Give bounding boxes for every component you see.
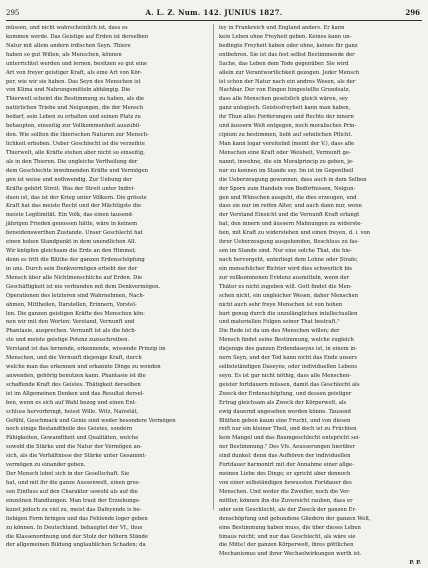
- text-line: schaffende Kraft des Geistes. Thätigkeit derselben: [6, 381, 141, 388]
- page-header: [6, 6, 422, 20]
- text-line: ley in Frankreich und England anders. Er kann: [219, 25, 345, 31]
- text-line: einzelnen Handlungen. Man traut der Erziehungs-: [6, 497, 141, 504]
- text-line: dem Geschlechte inwohnenden Kräfte und Vermögen: [6, 167, 149, 174]
- text-line: Geschäftigkeit ist nie verbunden mit dem Denkvermögen.: [6, 283, 161, 290]
- text-line: einen hohen Standpunkt in dem unendlichen All.: [6, 239, 137, 246]
- text-line: len. Die ganzen geistigen Kräfte des Menschen kön-: [6, 310, 145, 317]
- text-line: seyn. Es ist gar nicht nöthig, dass alle Menschen-: [219, 372, 352, 379]
- text-line: Der Mensch lebet sich in der Gesellschaft. Sie: [6, 471, 130, 478]
- text-line: behaupten, einseitig zur Vollkommenheit auszubil-: [6, 123, 141, 130]
- text-line: Kraft hat das meiste Recht und der Mächtigste die: [6, 203, 142, 210]
- text-line: jährigen Frieden genossen hätte, wäre in keinem: [6, 221, 138, 228]
- text-line: liebigen Form bringen und das Fehlende loger geben: [6, 515, 148, 522]
- text-line: bedarf, sein Leben zu erhalten und seinen Platz zu: [6, 114, 141, 121]
- text-line: nannt, inwohne, die ein Moralprincip zu geben, je-: [219, 158, 354, 165]
- text-line: gen ist weise und nothwendig. Zur Uebung der: [6, 176, 132, 183]
- text-line: Operationen des letzteren sind Wahrnehmen, Nach-: [6, 292, 145, 299]
- text-line: ste und meiste geistige Potenz zuzuschreiben.: [6, 337, 130, 344]
- text-line: nach hervorgeht, unterliegt dem Lohne oder Strafe;: [219, 256, 358, 263]
- text-line: Man kann logar vereitelnd (meint der V.), dass alle: [219, 140, 355, 147]
- text-line: Sache, das Leben dem Tode gegenüber. Sie wird: [219, 60, 349, 67]
- text-line: schen nicht, ein ungleicher Wesen, daher Menschen: [219, 292, 359, 299]
- text-line: ein menschlicher Richter wird dies schwerlich bis: [219, 265, 353, 272]
- text-line: kein Mangel und das Baumgeschlecht entspricht sei-: [219, 435, 361, 442]
- text-line: als in den Thieren. Die ungleiche Vertheilung der: [6, 158, 138, 165]
- text-line: nern Seyn, und der Tod kann nicht das Ende unsers: [219, 355, 358, 362]
- text-line: per, wie wir sie haben. Das Seyn des Menschen ist: [6, 78, 141, 85]
- text-line: sen im Stande sind. Nur eine solche That, die hie-: [219, 248, 352, 255]
- text-line: noch einige Bestandtheile des Geistes, sondern: [6, 426, 133, 433]
- text-line: lichkeit erhoben. Ueber Geschlecht ist die verzeihte: [6, 140, 145, 147]
- text-line: gen und Wünschen ausgeht, die dies erzeugen, und: [219, 194, 357, 201]
- text-line: Mechanismus und ihrer Wechselwirkungen werth ist.: [219, 551, 362, 558]
- text-line: welche man das erkennen und erkannte Dinge zu wenden: [6, 364, 161, 371]
- text-line: Blüthen geben kaum eine Frucht, und von diesen: [219, 417, 351, 424]
- text-line: von einer selbständigen bewussten Fortdauer des: [219, 480, 352, 487]
- text-line: Menschen. Und weder die Zweifler, noch die Ver-: [219, 488, 351, 495]
- text-line: denschöpfung und gebundene Gliedern der ganzen Welt,: [219, 515, 371, 522]
- text-line: ist schon der Natur nach ein andres Wesen, als der: [219, 78, 356, 85]
- text-line: bedingte Freyheit haben oder ohne, keines für ganz: [219, 42, 358, 49]
- text-line: geister fortdauern müssen, damit das Geschlecht als: [219, 381, 360, 388]
- text-line: ahmen, Mittheilen, Darstellen, Erinnern, Vorstel-: [6, 301, 137, 308]
- text-line: vermögen zu einander geben.: [6, 462, 86, 469]
- text-line: Kräfte gehört Streit. Was der Streit unter Indivi-: [6, 185, 136, 192]
- text-line: cipium zu bestimmen, liebt auf sehnlichen Pflicht.: [219, 132, 353, 139]
- right-column: [219, 24, 421, 567]
- text-line: Ertrag gleichsam als Zweck der Körperwelt, als: [219, 399, 347, 406]
- text-line: Fähigkeiten, Gewandtheit und Qualitäten, welche: [6, 435, 139, 442]
- text-line: der Sporn zum Handeln von Bedürfnissen, Neigun-: [219, 185, 356, 192]
- text-line: hat, den innern und äussern Mahnungen zu widerste-: [219, 221, 363, 228]
- text-line: der Verstand Einsicht und die Vernunft Kraft erlangt: [219, 212, 360, 219]
- text-line: anwenden, gehörig benutzen kann. Phantasie ist die: [6, 372, 146, 379]
- text-line: sowohl die Stärke und die Natur der Vermögen an-: [6, 444, 142, 451]
- text-line: Phantasie, ausprechen. Vernunft ist als die höch-: [6, 328, 137, 335]
- text-line: sich, als die Verhältnisse der Stärke unter Gesammt-: [6, 453, 147, 460]
- text-line: allein zur Verantwortlichkeit gezogen. Jeder Mensch: [219, 69, 360, 76]
- page-number: 295: [6, 9, 20, 17]
- text-line: Art von freyer geistiger Kraft, als eine Art von Kör-: [6, 69, 142, 76]
- text-line: der allgemeinen Bildung unglaublichen Schaden; da: [6, 542, 146, 549]
- text-line: die Klassenordnung und der Stolz der höhern Stände: [6, 533, 148, 540]
- text-line: kunst jedoch zu viel zu, meist das Dafeyende is be-: [6, 506, 142, 513]
- text-line: eine Bestimmung haben muss, die über dieses Leben: [219, 524, 361, 531]
- text-line: entbehren. Sie ist das fest selbst Bestimmende der: [219, 51, 355, 58]
- text-line: von Klima und Nahrungsmitteln abhängig. Die: [6, 87, 131, 94]
- text-line: Natur mit allem andern irdischen Seyn. Thiere: [6, 42, 131, 49]
- text-line: schluss hervorbringt, heisst Wille. Witz, Naivetät,: [6, 408, 139, 415]
- text-line: beneidenswerthen Zustande. Unser Geschlecht hat: [6, 230, 143, 237]
- text-line: Menschen eine Kraft oder Weisheit, Vermunft ge-: [219, 149, 351, 156]
- text-line: haben so gut Willen, als Menschen, können: [6, 51, 122, 58]
- text-line: unterrichtet werden und lernen, besitzen so gut eine: [6, 60, 148, 67]
- text-line: und materiellen Folgen seiner That bestraft.": [219, 319, 340, 326]
- text-line: natürlichen Triebe und Neigungen, die der Mensch: [6, 105, 144, 112]
- text-line: hat, und mit ihr die ganze Aussenwelt, einen gros-: [6, 480, 141, 487]
- left-column: [6, 24, 208, 549]
- text-line: zu können. In Deutschland, behauptet der Vf., thue: [6, 524, 143, 531]
- signature: P. P.: [409, 560, 421, 567]
- text-line: meiste Legitimität. Ein Volk, das einen tausend-: [6, 212, 134, 219]
- text-line: Nachbar. Der von Eingen hingestellte Grundsatz,: [219, 87, 351, 94]
- text-line: den. Wie sollten die thierischen Naturen zur Mensch-: [6, 132, 149, 139]
- text-line: zur vollkommenen Evidenz ausmitteln, wenn der: [219, 274, 350, 281]
- text-line: Verstand ist das lernende, erkennende, wissende Prinzip im: [6, 346, 166, 353]
- text-line: die Ueberzeugung gewonnen, dass auch in dem Selben: [219, 176, 367, 183]
- text-line: bart genug durch die unzulänglichen intellectuellen: [219, 310, 358, 317]
- text-line: Mensch findet seine Bestimmung, welche zugleich: [219, 337, 354, 344]
- text-line: Fortdauer harmonirt mit der Annahme einer allge-: [219, 462, 354, 469]
- text-line: ner Bestimmung." Des Vfs. Aeusserungen hierüber: [219, 444, 355, 451]
- text-line: dass alle Menschen gesetzlich gleich wären, sey: [219, 96, 348, 103]
- text-line: in uns. Durch sein Denkvermögen erhebt der der: [6, 265, 138, 272]
- text-line: ihrer Ueberzeugung ausgehenden, Beschluss zu fas-: [219, 239, 359, 246]
- text-line: Menschen, und die Vernunft diejenige Kraft, durch: [6, 355, 142, 362]
- text-line: Thierwelt scheint die Bestimmung zu haben, als die: [6, 96, 145, 103]
- running-title: A. L. Z. Num. 142. JUNIUS 1827.: [145, 8, 283, 17]
- text-line: hen, mit Kraft zu widerstehen und einen freyen, d. i. von: [219, 230, 371, 237]
- header-rule: [6, 20, 422, 21]
- text-line: ewig dauernd angesehen werden könne. Tausend: [219, 408, 351, 415]
- text-line: kommen werde. Das Geistige auf Erden ist derselben: [6, 33, 149, 40]
- text-line: selbstständigen Daseyns, oder individuellen Lebens: [219, 364, 358, 371]
- text-line: Mensch über alle Nichtmenschliche auf Erden. Die: [6, 274, 143, 281]
- text-line: duen ist, das ist der Krieg unter Völkern. Die grösste: [6, 194, 147, 201]
- text-line: ben, wenn es sich auf Wahl bezog und einen Ent-: [6, 399, 137, 406]
- text-line: reift nur ein kleiner Theil, und doch ist zu Früchten: [219, 426, 357, 433]
- text-line: Zweck der Erdenschöpfung, und dessen geistiger: [219, 390, 352, 397]
- text-line: ihr Thun alles Forderungen und Rechte der innern: [219, 114, 354, 121]
- text-line: oder sein Geschlecht, als der Zweck der ganzen Er-: [219, 506, 357, 513]
- text-line: denn es tritt die Blüthe der ganzen Erdenschöpfung: [6, 256, 145, 263]
- text-line: hinaus reicht; und nur das Geschlecht, als wäre sie: [219, 533, 356, 540]
- text-line: dass sie nur im reifen Alter, und auch dann nur, wenn: [219, 203, 362, 210]
- text-line: Gefühl, Geschmack und Genie sind weder besondere Vermögen: [6, 417, 176, 424]
- folio-number: 296: [405, 8, 420, 17]
- text-line: müssen, und nicht wahrscheinlich ist, dass es: [6, 25, 128, 31]
- text-line: ganz unlogisch. Geistesfreyheit kann man haben,: [219, 105, 351, 112]
- text-line: Thierwelt, alle Kräfte stehen aber nicht so einseitig,: [6, 149, 145, 156]
- text-line: nen wir mit den Worten: Verstand, Vernunft und: [6, 319, 135, 326]
- text-line: sen Einfluss auf den Charakter sowohl als auf die: [6, 488, 138, 495]
- text-line: meinen Liebe des Dings; er spricht aber dennoch: [219, 471, 351, 478]
- text-line: Thäter es nicht zugeben will. Gott findet die Men-: [219, 283, 352, 290]
- text-line: die Mitte! der ganzen Körperwelt, ihres göttlichen: [219, 542, 354, 549]
- text-line: ist im Allgemeinen Denken und das Resultat dersel-: [6, 390, 145, 397]
- text-line: nicht auch sehr freye Menschen ist von hohen: [219, 301, 343, 308]
- text-line: nur zu kennen im Stande sey. Im ist im Gegentheil: [219, 167, 354, 174]
- text-line: kein Leben ohne Freyheit geben. Keines kann un-: [219, 33, 352, 40]
- text-line: Die Rede ist da um des Menschen willen; der: [219, 328, 340, 335]
- text-line: mittler, können ihn die Zuversicht rauben, dass er: [219, 497, 353, 504]
- column-divider: [213, 24, 214, 510]
- text-line: und äussern Welt entgegen, noch moralisches Prin-: [219, 123, 357, 130]
- text-line: Wir knüpfen gleichsam die Erde an den Himmel;: [6, 248, 136, 255]
- text-line: diejenige des ganzen Erdendaseyns ist, in einem in-: [219, 346, 358, 353]
- text-line: sind dunkel: denn das Aufhören der individuellen: [219, 453, 351, 460]
